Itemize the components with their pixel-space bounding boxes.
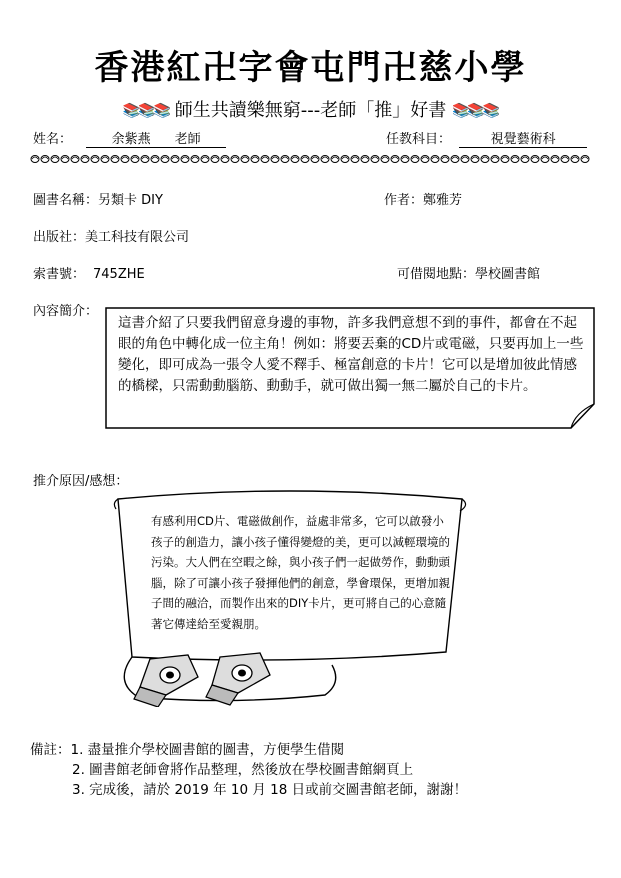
location: 學校圖書館 <box>475 267 541 282</box>
subject-label: 任教科目： <box>386 132 452 147</box>
publisher-row <box>33 226 189 245</box>
decorative-border <box>30 153 590 167</box>
book-title-label: 圖書名稱： <box>33 193 99 208</box>
note-item: 3. 完成後，請於 2019 年 10 月 18 日或前交圖書館老師，謝謝！ <box>72 782 468 798</box>
author-row <box>384 189 462 208</box>
book-title-row <box>33 189 163 208</box>
subtitle: 師生共讀樂無窮---老師「推」好書 <box>174 100 447 121</box>
summary-text: 這書介紹了只要我們留意身邊的事物，許多我們意想不到的事件，都會在不起眼的角色中轉化成一位主角！例如：將要丟棄的CD片或電磁，只要再加上一些變化，即可成為一張令人愛不釋手、極富創意的卡片！它可以是增加彼此情感的橋樑，只需動動腦筋、動動手，就可做出獨一無二屬於自己的卡片。 <box>118 315 584 394</box>
notes <box>30 740 467 800</box>
book-title: 另類卡 DIY <box>98 193 163 208</box>
publisher-label: 出版社： <box>33 230 86 245</box>
publisher: 美工科技有限公司 <box>85 230 190 245</box>
summary-label: 內容簡介： <box>33 304 99 319</box>
note-item: 2. 圖書館老師會將作品整理，然後放在學校圖書館網頁上 <box>72 762 414 778</box>
location-row <box>397 263 540 282</box>
author-label: 作者： <box>384 193 424 208</box>
school-title: 香港紅卍字會屯門卍慈小學 <box>94 48 527 88</box>
teacher-title: 老師 <box>174 132 201 147</box>
pencil-icon <box>206 653 270 705</box>
decorative-border-pattern <box>30 153 590 165</box>
reason-label: 推介原因/感想： <box>33 474 129 489</box>
teacher-name-row <box>33 128 226 148</box>
subtitle-row <box>0 96 621 122</box>
subject-row <box>386 128 587 148</box>
subject-value: 視覺藝術科 <box>459 128 587 148</box>
books-icon: 📚📚📚 <box>451 103 499 119</box>
note-item: 1. 盡量推介學校圖書館的圖書，方便學生借閱 <box>70 742 345 758</box>
books-icon: 📚📚📚 <box>122 103 170 119</box>
location-label: 可借閱地點： <box>397 267 476 282</box>
teacher-name-label: 姓名： <box>33 132 73 147</box>
call-number-row <box>33 263 145 282</box>
teacher-name: 余紫燕 <box>111 132 151 147</box>
author: 鄭雅芳 <box>423 193 463 208</box>
call-number: 745ZHE <box>93 267 145 282</box>
reason-text: 有感利用CD片、電磁做創作，益處非常多，它可以啟發小孩子的創造力，讓小孩子懂得變燈的美，更可以減輕環境的污染。大人們在空暇之餘，與小孩子們一起做勞作，動動頭腦，除了可讓小孩子發揮他們的創意，學會環保，更增加親子間的融洽，而製作出來的DIY卡片，更可將自己的心意隨著它傳達給至愛親朋。 <box>151 514 450 631</box>
notes-label: 備註： <box>30 742 71 758</box>
call-number-label: 索書號： <box>33 267 86 282</box>
